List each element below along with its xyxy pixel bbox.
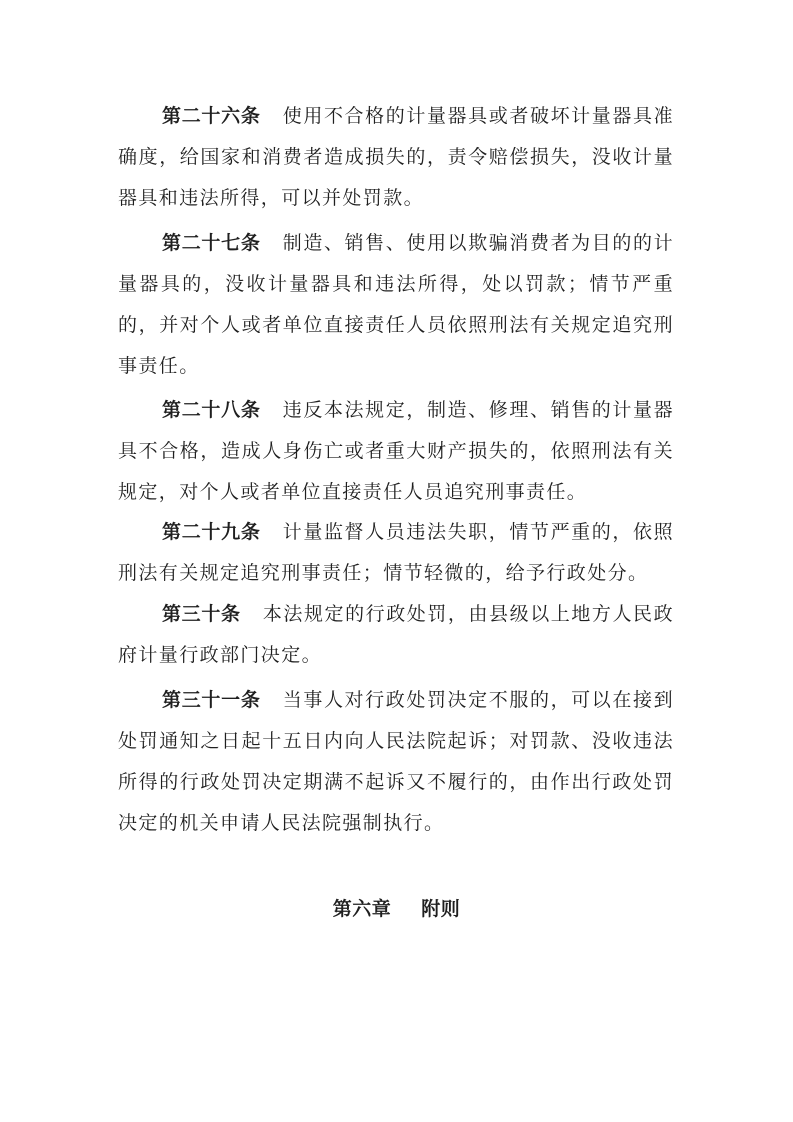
- chapter-number: 第六章: [332, 898, 392, 920]
- article-text: 计量监督人员违法失职，情节严重的，依照刑法有关规定追究刑事责任；情节轻微的，给予行政处分。: [118, 521, 674, 584]
- article-text: 本法规定的行政处罚，由县级以上地方人民政府计量行政部门决定。: [118, 603, 674, 666]
- article-number: 第三十条: [162, 603, 241, 625]
- article-text: 制造、销售、使用以欺骗消费者为目的的计量器具的，没收计量器具和违法所得，处以罚款；情节严重的，并对个人或者单位直接责任人员依照刑法有关规定追究刑事责任。: [118, 232, 674, 377]
- article-number: 第二十六条: [162, 105, 261, 127]
- article-number: 第二十七条: [162, 232, 261, 254]
- article-number: 第三十一条: [162, 689, 261, 711]
- article-28: [118, 390, 674, 513]
- article-27: [118, 223, 674, 387]
- article-text: 违反本法规定，制造、修理、销售的计量器具不合格，造成人身伤亡或者重大财产损失的，依照刑法有关规定，对个人或者单位直接责任人员追究刑事责任。: [118, 399, 674, 503]
- article-31: [118, 680, 674, 844]
- article-26: [118, 96, 674, 219]
- article-number: 第二十八条: [162, 399, 261, 421]
- article-text: 使用不合格的计量器具或者破坏计量器具准确度，给国家和消费者造成损失的，责令赔偿损失，没收计量器具和违法所得，可以并处罚款。: [118, 105, 674, 209]
- chapter-heading: [0, 889, 793, 930]
- article-text: 当事人对行政处罚决定不服的，可以在接到处罚通知之日起十五日内向人民法院起诉；对罚款、没收违法所得的行政处罚决定期满不起诉又不履行的，由作出行政处罚决定的机关申请人民法院强制执行。: [118, 689, 674, 834]
- article-29: [118, 512, 674, 594]
- chapter-title: 附则: [421, 898, 461, 920]
- article-30: [118, 594, 674, 676]
- article-number: 第二十九条: [162, 521, 261, 543]
